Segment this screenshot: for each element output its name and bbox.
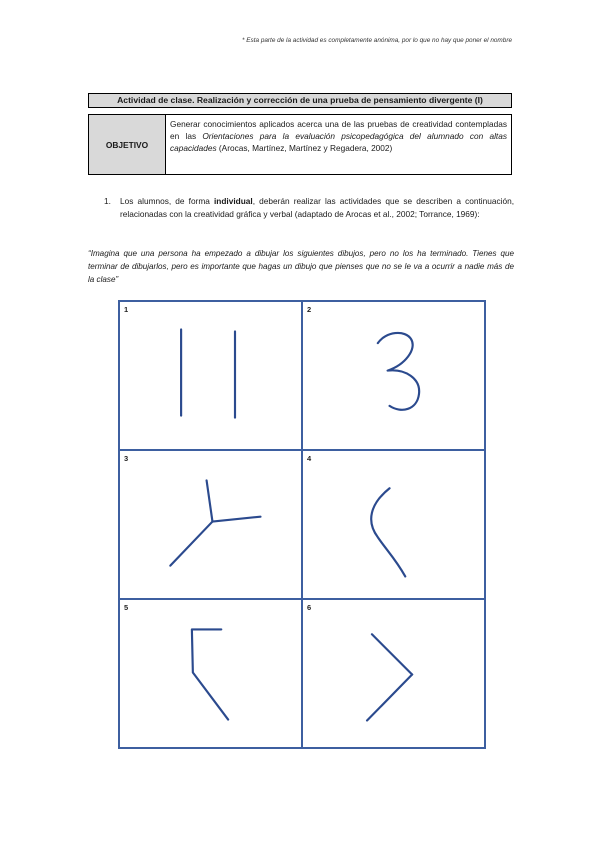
drawing-cell-1[interactable]	[119, 301, 302, 450]
number-three-shape-drawing	[303, 302, 484, 449]
branching-lines-drawing	[120, 451, 301, 598]
drawing-cell-2[interactable]	[302, 301, 485, 450]
objective-text-part1: Generar conocimientos aplicados acerca una de las pruebas de creatividad contempladas en las	[170, 119, 507, 141]
drawing-number: 2	[307, 305, 312, 314]
instruction-text	[120, 195, 514, 220]
arrow-angle-drawing	[303, 600, 484, 747]
two-vertical-lines-drawing	[120, 302, 301, 449]
instruction-number: 1.	[104, 196, 111, 206]
instruction-text-part1: Los alumnos, de forma	[120, 196, 214, 206]
instruction-text-part2: , deberán realizar las actividades que se describen a continuación, relacionadas con la creatividad gráfica y verbal (adaptado de Arocas et al., 2002; Torrance, 1969):	[120, 196, 514, 219]
drawing-cell-4[interactable]	[302, 450, 485, 599]
objective-text-italic: Orientaciones para la evaluación psicopedagógica del alumnado con altas capacidades	[170, 131, 507, 153]
drawing-number: 1	[124, 305, 129, 314]
anonymity-note: * Esta parte de la actividad es completamente anónima, por lo que no hay que poner el nombre	[242, 37, 512, 44]
drawing-number: 6	[307, 603, 312, 612]
instruction-item	[104, 195, 514, 220]
curved-arc-drawing	[303, 451, 484, 598]
angled-bracket-drawing	[120, 600, 301, 747]
drawing-number: 5	[124, 603, 129, 612]
objective-label: OBJETIVO	[89, 115, 166, 174]
drawing-cell-5[interactable]	[119, 599, 302, 748]
objective-text-part2: (Arocas, Martínez, Martínez y Regadera, 2002)	[216, 143, 393, 153]
drawing-cell-3[interactable]	[119, 450, 302, 599]
drawing-number: 4	[307, 454, 312, 463]
drawing-cell-6[interactable]	[302, 599, 485, 748]
objective-table	[88, 114, 512, 175]
objective-text	[166, 115, 511, 174]
activity-title: Actividad de clase. Realización y corrección de una prueba de pensamiento divergente (I)	[88, 93, 512, 108]
instruction-text-bold: individual	[213, 196, 253, 206]
drawing-grid	[118, 300, 486, 749]
drawing-number: 3	[124, 454, 129, 463]
instruction-quote: “Imagina que una persona ha empezado a dibujar los siguientes dibujos, pero no los ha terminado. Tienes que terminar de dibujarlos, pero es importante que hagas un dibujo que pienses que no se le va a ocurrir a nadie más de la clase”	[88, 249, 514, 284]
